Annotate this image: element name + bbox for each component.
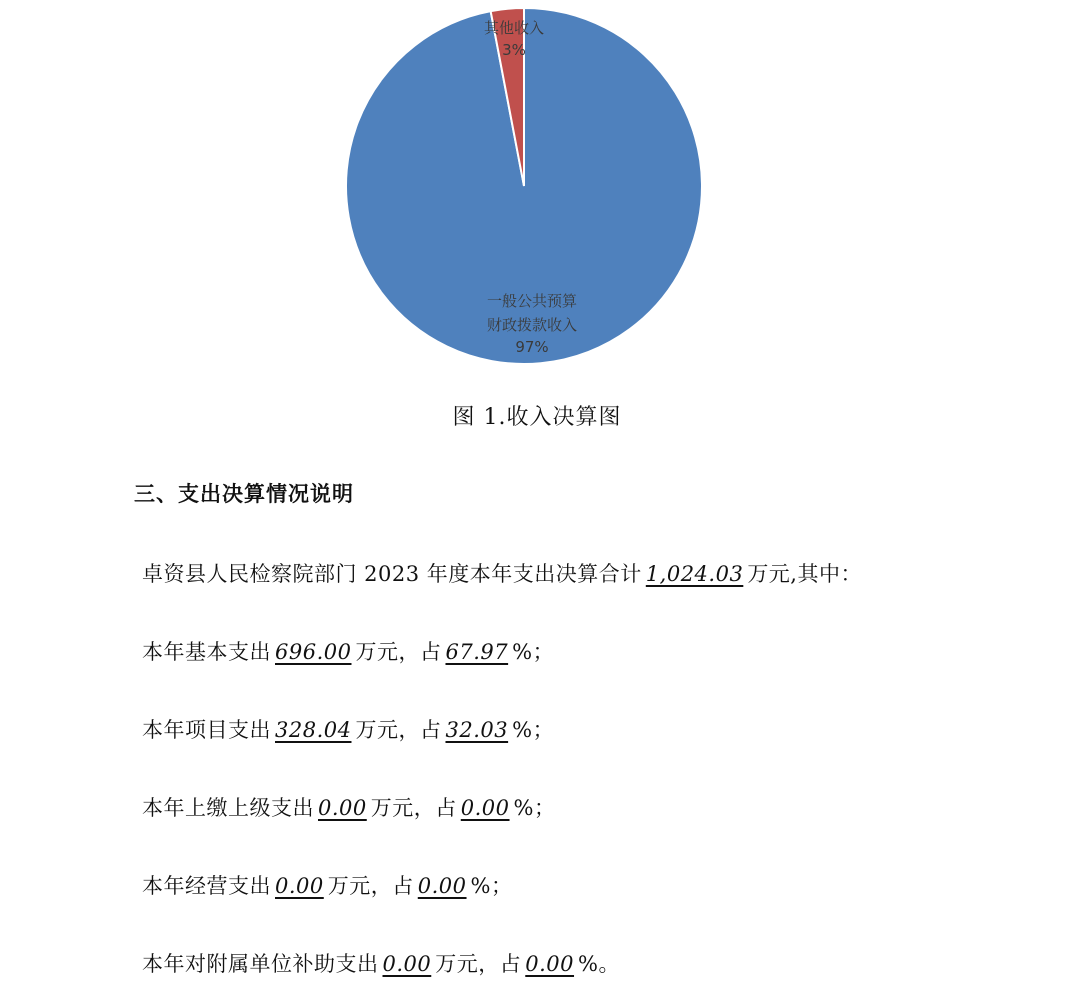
- item-unit: 万元，占: [355, 718, 442, 742]
- income-pie-chart: [0, 0, 1074, 390]
- slice-label-main-line2: 财政拨款收入: [486, 316, 578, 334]
- item-unit: 万元，占: [435, 952, 522, 976]
- expense-item-basic: [142, 636, 554, 666]
- item-amount: 0.00: [275, 874, 324, 898]
- expense-item-subsidiary-grant: [142, 948, 620, 978]
- summary-paragraph: [142, 558, 862, 588]
- item-label: 本年基本支出: [142, 640, 271, 664]
- item-unit: 万元，占: [355, 640, 442, 664]
- item-amount: 696.00: [275, 640, 352, 664]
- expense-item-operating: [142, 870, 513, 900]
- item-label: 本年经营支出: [142, 874, 271, 898]
- item-label: 本年项目支出: [142, 718, 271, 742]
- figure-caption: 图 1.收入决算图: [452, 405, 622, 430]
- item-amount: 0.00: [318, 796, 367, 820]
- item-label: 本年对附属单位补助支出: [142, 952, 379, 976]
- slice-percent-main: 97%: [515, 338, 549, 356]
- item-suffix: %；: [513, 796, 556, 820]
- slice-label-main-line1: 一般公共预算: [486, 292, 578, 310]
- item-suffix: %；: [470, 874, 513, 898]
- slice-percent-other: 3%: [502, 41, 526, 59]
- expense-item-project: [142, 714, 554, 744]
- slice-label-other: 其他收入: [483, 19, 545, 37]
- summary-suffix: 万元,其中：: [747, 562, 862, 586]
- item-suffix: %；: [512, 640, 555, 664]
- item-suffix: %；: [512, 718, 555, 742]
- summary-prefix: 卓资县人民检察院部门 2023 年度本年支出决算合计: [142, 562, 642, 586]
- item-unit: 万元，占: [327, 874, 414, 898]
- section-heading: 三、支出决算情况说明: [134, 482, 354, 506]
- expense-item-remit-upper: [142, 792, 556, 822]
- item-amount: 0.00: [382, 952, 432, 976]
- item-percent: 0.00: [525, 952, 575, 976]
- item-suffix: %。: [578, 952, 620, 976]
- item-amount: 328.04: [275, 718, 352, 742]
- item-label: 本年上缴上级支出: [142, 796, 314, 820]
- item-percent: 67.97: [445, 640, 509, 664]
- item-percent: 0.00: [417, 874, 467, 898]
- item-unit: 万元，占: [370, 796, 457, 820]
- total-amount: 1,024.03: [645, 562, 744, 586]
- item-percent: 0.00: [460, 796, 510, 820]
- item-percent: 32.03: [445, 718, 509, 742]
